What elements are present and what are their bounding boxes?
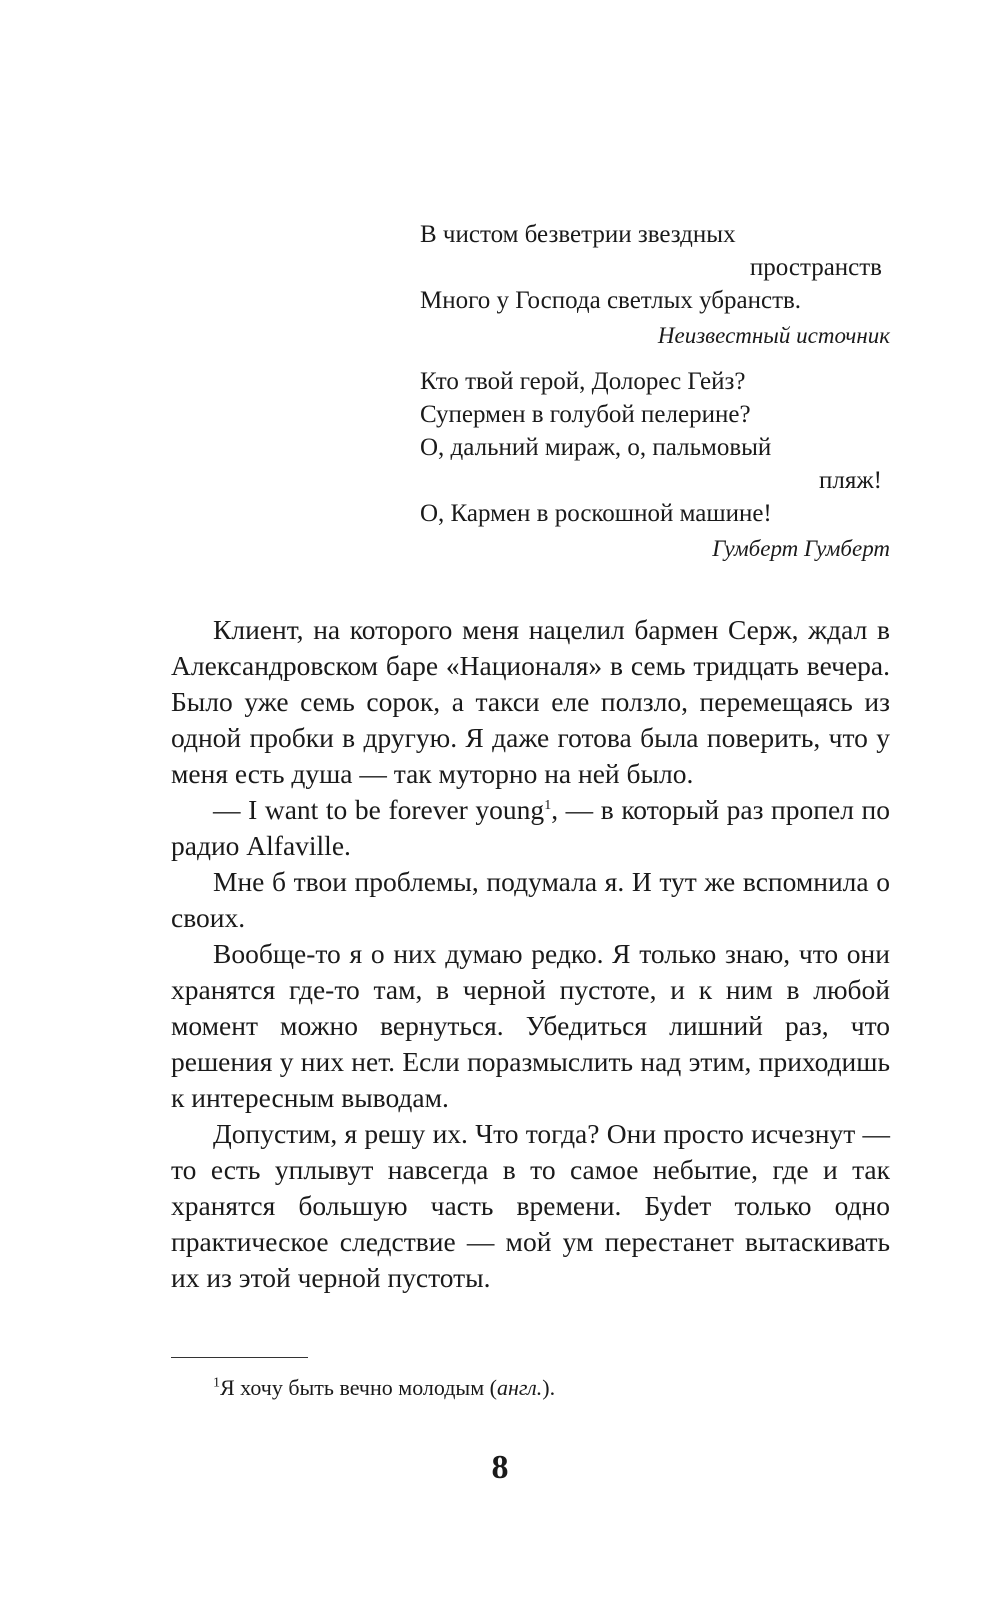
epigraph-1-line-1: В чистом безветрии звездных	[420, 221, 736, 248]
epigraph-2-attribution: Гумберт Гумберт	[712, 536, 890, 561]
epigraph-2-line-4: пляж!	[819, 467, 882, 494]
epigraph-1-line-2: пространств	[749, 254, 882, 281]
footnote-text: Я хочу быть вечно молодым (	[220, 1375, 497, 1400]
paragraph-5: Допустим, я решу их. Что тогда? Они просто исчезнут — то есть уплывут навсегда в то самое небытие, где и так хранятся большую часть времени. Буdет только одно практическое следствие — мой ум перестанет вытаскивать их из этой черной пустоты.	[171, 1118, 890, 1293]
paragraph-2	[171, 792, 890, 864]
paragraph-4: Вообще-то я о них думаю редко. Я только знаю, что они хранятся где-то там, в черной пустоте, и к ним в любой момент можно вернуться. Убедиться лишний раз, что решения у них нет. Если поразмыслить над этим, приходишь к интересным выводам.	[171, 938, 890, 1113]
paragraph-2-rest: , — в который раз пропел по радио Alfaville.	[171, 794, 890, 861]
epigraph-2-line-2: Супермен в голубой пелерине?	[420, 401, 751, 428]
footnote	[213, 1373, 555, 1403]
epigraph-2-line-5: О, Кармен в роскошной машине!	[420, 500, 772, 527]
epigraph-1-line-3: Много у Господа светлых убранств.	[420, 287, 802, 314]
paragraph-1: Клиент, на которого меня нацелил бармен Серж, ждал в Александровском баре «Националя» в семь тридцать вечера. Было уже семь сорок, а такси еле ползло, перемещаясь из одной пробки в другую. Я даже готова была поверить, что у меня есть душа — так муторно на ней было.	[171, 614, 890, 789]
epigraph-1-attribution: Неизвестный источник	[657, 323, 890, 348]
body-text	[171, 612, 890, 1296]
footnote-close: ).	[542, 1375, 556, 1400]
epigraph-2-line-1: Кто твой герой, Долорес Гейз?	[420, 368, 746, 395]
footnote-language: англ.	[496, 1375, 543, 1400]
epigraph-2-line-3: О, дальний мираж, о, пальмовый	[420, 434, 772, 461]
paragraph-2-quote: — I want to be forever young	[213, 794, 545, 825]
footnote-divider	[171, 1357, 308, 1358]
page-number: 8	[491, 1449, 509, 1486]
footnote-reference[interactable]: 1	[544, 797, 552, 813]
epigraph-block	[420, 218, 890, 566]
footnote-number: 1	[213, 1375, 220, 1391]
paragraph-3: Мне б твои проблемы, подумала я. И тут же вспомнила о своих.	[171, 866, 890, 933]
